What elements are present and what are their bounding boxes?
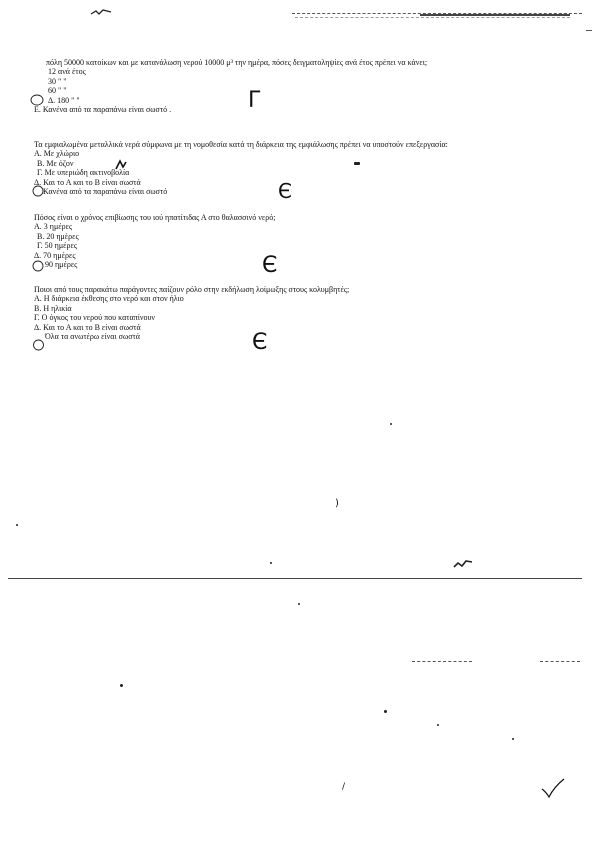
question-4-option-d: Δ. Και το Α και το Β είναι σωστά [34,322,141,332]
scan-speck [390,423,392,425]
lower-scan-dashes [412,661,472,662]
question-3-option-d: Δ. 70 ημέρες [34,250,76,260]
question-2-option-a: Α. Με χλώριο [34,149,80,159]
question-3-option-b: Β. 20 ημέρες [37,231,79,241]
question-1-option-d: Δ. 180 " " [48,95,80,105]
question-2-option-d: Δ. Και το Α και το Β είναι σωστά [34,177,141,187]
pen-circle-q4 [32,339,45,351]
question-2-text: Τα εμφιαλωμένα μεταλλικά νερά σύμφωνα με τη νομοθεσία κατά τη διάρκεια της εμφιάλωσης πρέπει να υποστούν επεξεργασία: [34,140,448,149]
scan-speck [437,724,439,726]
question-4-option-c: Γ. Ο όγκος του νερού που καταπίνουν [34,313,156,323]
scan-speck [384,710,387,713]
question-1-option-a: 12 ανά έτος [48,67,86,77]
question-4-text: Ποιοι από τους παρακάτω παράγοντες παίζουν ρόλο στην εκδήλωση λοίμωξης στους κολυμβητές; [34,285,350,294]
handwritten-mark-q2: Є [278,179,292,203]
question-1-option-e: Ε. Κανένα από τα παραπάνω είναι σωστό . [34,104,172,114]
question-4-option-b: Β. Η ηλικία [34,303,72,313]
handwritten-mark-q3: Є [262,253,278,278]
scan-speck [270,562,272,564]
top-scan-band-dark [420,14,570,16]
question-3-option-a: Α. 3 ημέρες [34,222,73,232]
right-edge-dashes [586,30,592,31]
question-2-option-e: Κανένα από τα παραπάνω είναι σωστό [43,186,168,196]
pen-scribble-lower [453,558,473,570]
pen-scribble-q2 [113,158,129,172]
check-mark-icon [540,778,566,800]
top-scan-band-2 [295,17,570,18]
handwritten-mark-q1: Γ [248,88,261,113]
question-2-option-c: Γ. Με υπεριώδη ακτινοβολία [37,168,130,178]
question-1-option-b: 30 " " [48,76,67,86]
pen-circle-q1 [30,93,44,107]
question-1-option-c: 60 " " [48,86,67,96]
scan-speck [512,738,514,740]
question-4-option-e: Όλα τα ανωτέρω είναι σωστά [45,331,140,341]
scan-stroke: ) [335,498,339,509]
pen-circle-q2 [32,185,44,197]
question-4 [34,285,564,341]
question-1-text: πόλη 50000 κατοίκων και με κατανάλωση νερού 10000 μ³ την ημέρα, πόσες δειγματοληψίες ανά έτος πρέπει να κάνει; [46,58,428,67]
handwritten-mark-q4: Є [252,330,268,355]
question-3-option-c: Γ. 50 ημέρες [37,241,78,251]
lower-scan-rule [8,578,582,579]
scan-speck [120,684,123,687]
top-scribble-mark [90,8,112,18]
question-4-option-a: Α. Η διάρκεια έκθεσης στο νερό και στον ήλιο [34,294,184,304]
scan-speck [354,162,360,165]
question-1 [34,58,564,114]
scan-speck [16,524,18,526]
question-2-option-b: Β. Με όζον [37,158,74,168]
scan-speck [298,603,300,605]
question-3-option-e: 90 ημέρες [45,259,78,269]
scan-stroke: / [342,782,346,792]
question-3-text: Πόσος είναι ο χρόνος επιβίωσης του ιού ηπατίτιδας Α στο θαλασσινό νερό; [34,213,276,222]
question-3 [34,213,564,269]
lower-scan-dashes-2 [540,661,580,662]
pen-circle-q3 [32,260,44,272]
